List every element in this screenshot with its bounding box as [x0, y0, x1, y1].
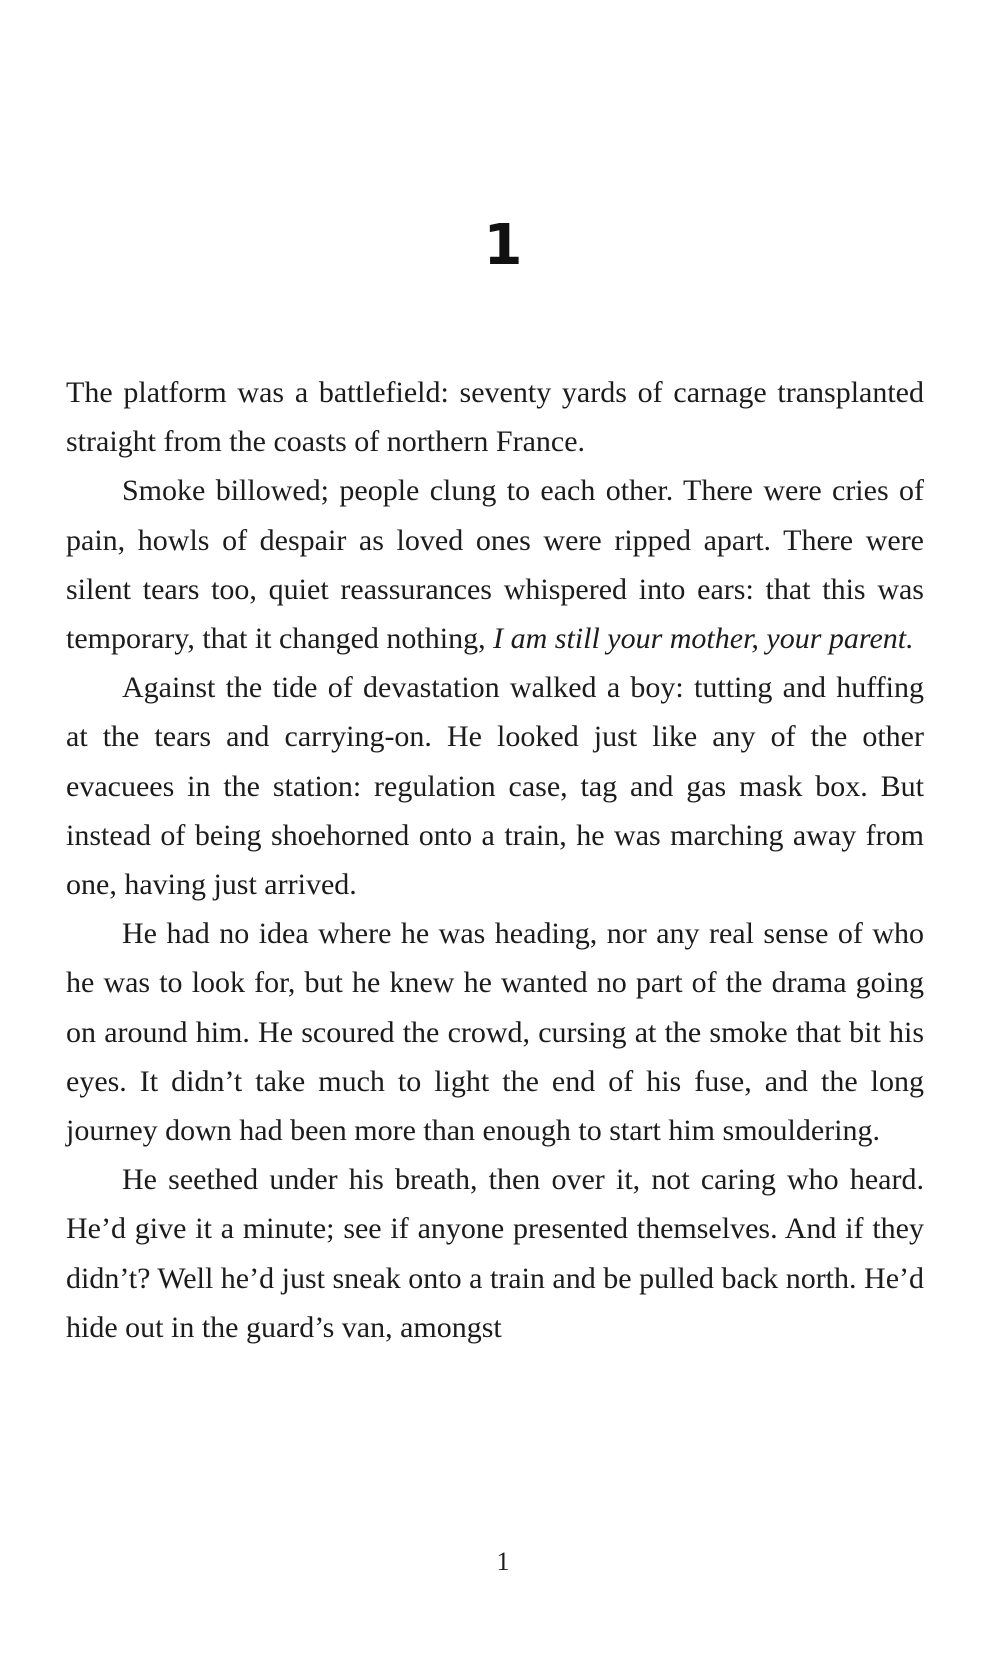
paragraph-4: He had no idea where he was heading, nor any real sense of who he was to look for, but he knew he wanted no part of the drama going on around him. He scoured the crowd, cursing at the smoke that bit his eyes. It didn’t take much to light the end of his fuse, and the long journey down had been more than enough to start him smouldering.: [66, 917, 924, 1148]
chapter-body: [66, 368, 924, 1352]
paragraph-3: Against the tide of devastation walked a boy: tutting and huffing at the tears and carrying-on. He looked just like any of the other evacuees in the station: regulation case, tag and gas mask box. But instead of being shoehorned onto a train, he was marching away from one, having just arrived.: [66, 671, 924, 902]
paragraph-2-text: Smoke billowed; people clung to each other. There were cries of pain, howls of despair as loved ones were ripped apart. There were silent tears too, quiet reassurances whispered into ears: that this was temporary, that it changed nothing,: [66, 474, 924, 656]
page-number: 1: [496, 1547, 510, 1576]
paragraph-1: The platform was a battlefield: seventy yards of carnage transplanted straight from the coasts of northern France.: [66, 376, 924, 459]
paragraph-2-italic: I am still your mother, your parent.: [493, 622, 914, 656]
paragraph-2: [66, 466, 924, 663]
chapter-number: 1: [483, 213, 523, 278]
paragraph-5: He seethed under his breath, then over it, not caring who heard. He’d give it a minute; see if anyone presented themselves. And if they didn’t? Well he’d just sneak onto a train and be pulled back north. He’d hide out in the guard’s van, amongst: [66, 1163, 924, 1344]
